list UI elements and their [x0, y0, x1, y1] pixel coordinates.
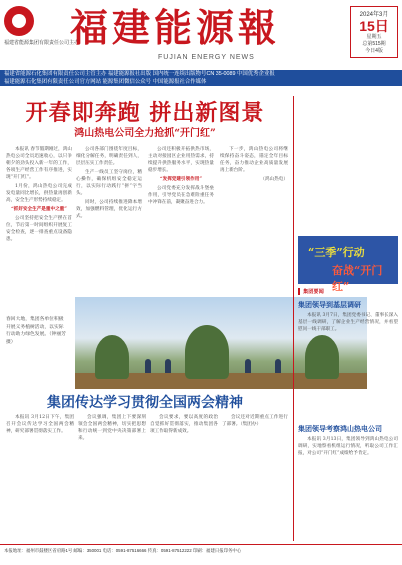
weekday: 星期五: [366, 34, 382, 40]
paragraph: 会议还对近期重点工作进行了部署。（集团办）: [222, 415, 288, 427]
article2-column-4: [222, 414, 288, 540]
masthead-english: FUJIAN ENERGY NEWS: [158, 54, 255, 61]
page-count: 今日4版: [365, 48, 383, 54]
date-day: 15日: [359, 18, 389, 34]
paragraph: 下一步，鸿山热电公司将继续保持奋斗姿态，锚定全年目标任务，奋力推动企业高质量发展再上新台阶。: [220, 147, 288, 173]
section-heading: “抓好安全生产是重中之重”: [11, 207, 67, 212]
paragraph: 公司各部门围绕年度目标，细化分解任务，明确责任到人，层层压实工作责任。: [76, 147, 142, 166]
article2-column-2: [78, 414, 146, 540]
date-year-month: 2024年3月: [359, 12, 389, 18]
photo-tree: [185, 325, 229, 379]
lead-column-4: [220, 146, 288, 292]
sidebar-story-1: [298, 312, 398, 420]
paragraph: 本报讯 3月7日，集团党委书记、董事长深入基层一线调研，了解企业生产经营情况，并看望慰问一线干部职工。: [298, 313, 398, 332]
column-divider: [293, 96, 294, 541]
lead-column-2: [76, 146, 142, 292]
article2-headline: 集团传达学习贯彻全国两会精神: [47, 395, 243, 411]
logo-icon: [4, 6, 34, 36]
photo-tree: [95, 335, 129, 379]
paragraph: 生产一线员工坚守岗位，精心操作，确保机组安全稳定运行，以实际行动践行“拼”字当头。: [76, 170, 142, 196]
footer: [0, 544, 402, 565]
date-box: [350, 6, 398, 58]
photo-person: [165, 359, 171, 373]
sidebar-headline-2: 集团领导考察鸿山热电公司: [298, 424, 382, 433]
paragraph: 同时，公司持续推进降本增效，加强燃料管理，优化运行方式。: [76, 200, 142, 219]
paragraph: 公司党委充分发挥战斗堡垒作用，引导党员在急难险重任务中冲锋在前，凝聚奋进合力。: [148, 186, 214, 205]
paragraph: 本报讯 3月13日，集团领导到鸿山热电公司调研，实地察看机组运行情况，听取公司工作汇报，对公司“开门红”成绩给予肯定。: [298, 437, 398, 456]
lead-column-3: [148, 146, 214, 292]
paragraph: 本报讯 春节假期刚过，鸿山热电公司全员迅速收心，以只争朝夕的劲头投入新一年的工作，各项生产经营工作有序推进，实现“开门红”。: [6, 147, 72, 180]
lead-subhead: 鸿山热电公司全力抢抓“开门红”: [74, 128, 216, 139]
info-bar-line2: 福建能源石化集团有限责任公司官方网站 能源集团微信公众号 中国能源报社合作媒体: [4, 79, 207, 85]
paragraph: 会议强调，集团上下要深刻领会全国两会精神，切实把思想和行动统一到党中央决策部署上来。: [78, 415, 146, 441]
section-label: 集团要闻: [298, 288, 324, 295]
photo-caption: 春回大地，集团各单位积极开展义务植树活动，以实际行动助力绿色发展。（钟丽芳 摄）: [6, 317, 66, 345]
byline: （鸿山热电）: [260, 177, 288, 182]
campaign-line1: “三季”行动: [308, 246, 365, 259]
lead-headline: 开春即奔跑 拼出新图景: [25, 100, 265, 126]
section-heading: “发挥党建引领作用”: [159, 177, 203, 182]
article2-column-3: [150, 414, 218, 540]
issue-number: 总第515期: [362, 41, 386, 47]
photo-person: [145, 359, 151, 373]
photo-person: [245, 359, 251, 373]
article2-column-1: [6, 414, 74, 540]
paragraph: 本报讯 3月12日下午，集团召开会议传达学习全国两会精神，研究部署贯彻落实工作。: [6, 415, 74, 434]
masthead-title: 福建能源報: [70, 5, 281, 50]
masthead: [0, 0, 402, 68]
info-bar-line1: 福建省能源石化集团有限责任公司主管主办 福建能源报社出版 国内统一连续出版物号CN 35-0089 中国优秀企业报: [4, 71, 275, 77]
footer-line: 本报地址：福州市鼓楼区省府路1号 邮编：350001 电话：0591-87516666 传真：0591-87512222 印刷：福建日报印务中心: [4, 548, 242, 553]
campaign-line2: 奋战“开门红”: [332, 264, 383, 293]
lead-column-1: [6, 146, 72, 292]
paragraph: 会议要求，要以高度的政治自觉抓好贯彻落实，推动集团各项工作取得新成效。: [150, 415, 218, 434]
masthead-publisher: 福建省能源集团有限责任公司主办: [4, 40, 80, 46]
paragraph: 公司还积极开拓供热市场，主动对接园区企业用热需求，持续提升供热服务水平，实现热量稳步增长。: [148, 147, 214, 173]
paragraph: 公司坚持把安全生产摆在首位，节后第一时间组织开展复工安全检查，逐一排查重点设备隐患。: [6, 216, 72, 242]
sidebar-headline-1: 集团领导到基层调研: [298, 300, 361, 309]
info-bar: [0, 70, 402, 86]
photo-person: [275, 359, 281, 373]
paragraph: 1月份，鸿山热电公司完成发电量同比增长，供热量再创新高，安全生产形势持续稳定。: [6, 184, 72, 203]
sidebar-story-2: [298, 436, 398, 540]
